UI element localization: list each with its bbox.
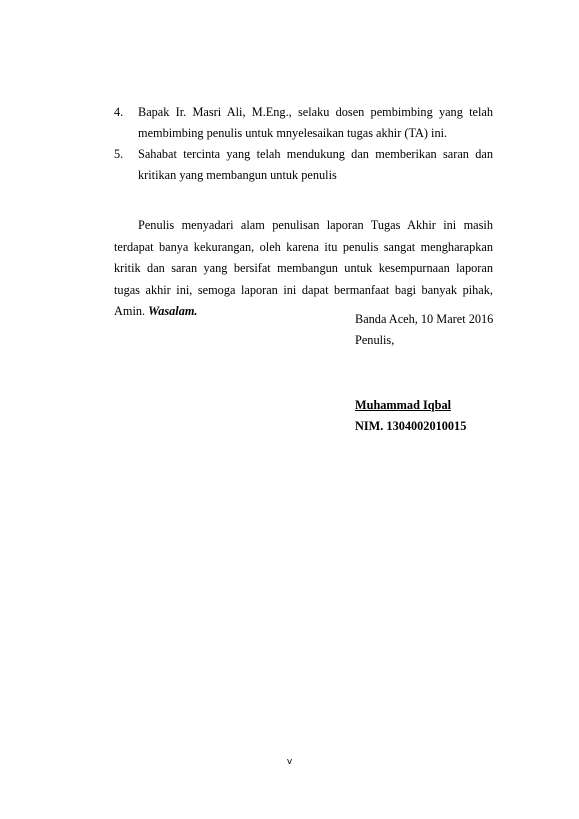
page-number: v [286,757,293,767]
list-item-text: Sahabat tercinta yang telah mendukung dan memberikan saran dan kritikan yang membangun untuk penulis [138,147,493,182]
list-item [114,102,493,144]
signature-nim: NIM. 1304002010015 [355,419,467,433]
signature-role: Penulis, [355,333,395,347]
list-item [114,144,493,186]
list-item-number: 4. [114,105,124,119]
list-item-number: 5. [114,147,124,161]
list-item-text: Bapak Ir. Masri Ali, M.Eng., selaku dosen pembimbing yang telah membimbing penulis untuk mnyelesaikan tugas akhir (TA) ini. [138,105,493,140]
closing-paragraph [114,215,493,323]
signature-place-date: Banda Aceh, 10 Maret 2016 [355,312,494,326]
paragraph-text: Penulis menyadari alam penulisan laporan Tugas Akhir ini masih terdapat banya kekurangan, oleh karena itu penulis sangat mengharapkan kritik dan saran yang bersifat membangun untuk kesempurnaan laporan tugas akhir ini, semoga laporan ini dapat bermanfaat bagi banyak pihak, Amin. [114,218,493,318]
signature-name: Muhammad Iqbal [355,398,452,412]
acknowledgement-list [114,102,493,186]
closing-salutation: Wasalam. [148,304,198,318]
